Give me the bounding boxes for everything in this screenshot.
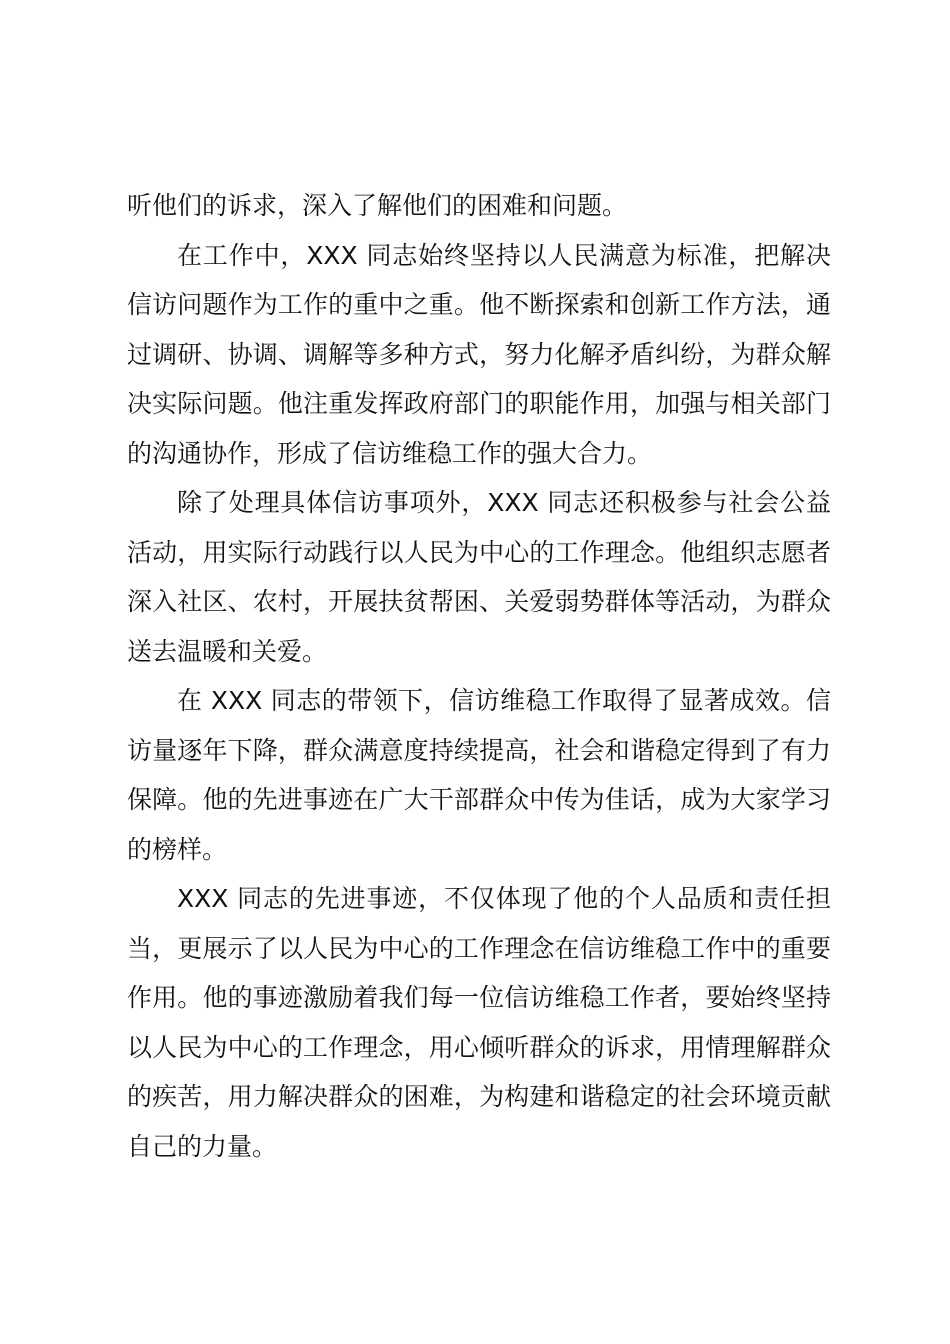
- paragraph: XXX 同志的先进事迹，不仅体现了他的个人品质和责任担当，更展示了以人民为中心的工作理念在信访维稳工作中的重要作用。他的事迹激励着我们每一位信访维稳工作者，要始终坚持以人民为中心的工作理念，用心倾听群众的诉求，用情理解群众的疾苦，用力解决群众的困难，为构建和谐稳定的社会环境贡献自己的力量。: [127, 884, 831, 1161]
- document-body: [127, 181, 831, 1171]
- paragraph: 在 XXX 同志的带领下，信访维稳工作取得了显著成效。信访量逐年下降，群众满意度持续提高，社会和谐稳定得到了有力保障。他的先进事迹在广大干部群众中传为佳话，成为大家学习的榜样。: [127, 686, 831, 864]
- paragraph: 在工作中，XXX 同志始终坚持以人民满意为标准，把解决信访问题作为工作的重中之重。他不断探索和创新工作方法，通过调研、协调、调解等多种方式，努力化解矛盾纠纷，为群众解决实际问题。他注重发挥政府部门的职能作用，加强与相关部门的沟通协作，形成了信访维稳工作的强大合力。: [127, 240, 831, 468]
- paragraph-continuation: 听他们的诉求，深入了解他们的困难和问题。: [127, 191, 628, 220]
- paragraph: 除了处理具体信访事项外，XXX 同志还积极参与社会公益活动，用实际行动践行以人民为中心的工作理念。他组织志愿者深入社区、农村，开展扶贫帮困、关爱弱势群体等活动，为群众送去温暖和关爱。: [127, 488, 831, 666]
